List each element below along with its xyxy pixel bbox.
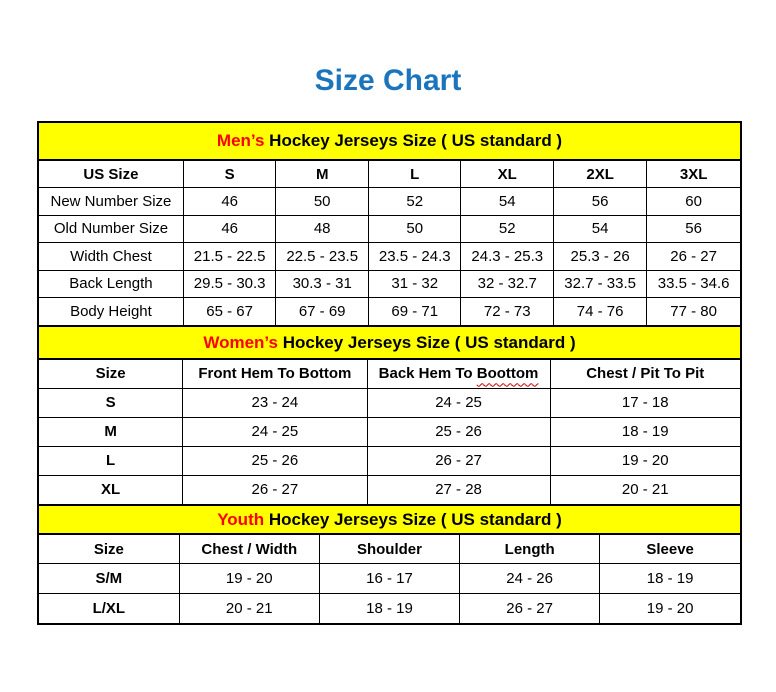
- row-label: S: [39, 388, 183, 417]
- row-label: L: [39, 446, 183, 475]
- womens-table-title: [39, 326, 740, 359]
- size-value-cell: 54: [554, 215, 647, 243]
- row-label: Body Height: [39, 298, 183, 326]
- size-value-cell: 65 - 67: [183, 298, 276, 326]
- column-header: Size: [39, 359, 183, 388]
- misspelled-word: Boottom: [476, 365, 539, 383]
- size-value-cell: 52: [461, 215, 554, 243]
- size-value-cell: 33.5 - 34.6: [647, 270, 740, 298]
- size-value-cell: 25 - 26: [183, 446, 367, 475]
- row-label: XL: [39, 475, 183, 504]
- column-header: 2XL: [554, 160, 647, 188]
- youth-table-body: [39, 564, 740, 623]
- size-value-cell: 46: [183, 215, 276, 243]
- youth-header-row: [39, 534, 740, 564]
- size-value-cell: 19 - 20: [550, 446, 740, 475]
- table-row: [39, 475, 740, 504]
- size-value-cell: 74 - 76: [554, 298, 647, 326]
- womens-table-body: [39, 388, 740, 504]
- table-row: [39, 298, 740, 326]
- size-value-cell: 67 - 69: [276, 298, 369, 326]
- size-value-cell: 16 - 17: [319, 564, 459, 594]
- size-value-cell: 24 - 25: [183, 417, 367, 446]
- size-value-cell: 27 - 28: [367, 475, 550, 504]
- size-value-cell: 50: [368, 215, 461, 243]
- size-value-cell: 19 - 20: [179, 564, 319, 594]
- size-value-cell: 20 - 21: [179, 593, 319, 623]
- table-row: [39, 270, 740, 298]
- table-row: [39, 564, 740, 594]
- size-value-cell: 26 - 27: [460, 593, 600, 623]
- youth-size-table: [39, 504, 740, 623]
- size-value-cell: 17 - 18: [550, 388, 740, 417]
- table-row: [39, 593, 740, 623]
- column-header: Chest / Pit To Pit: [550, 359, 740, 388]
- womens-size-table: [39, 325, 740, 504]
- row-label: New Number Size: [39, 188, 183, 216]
- table-row: [39, 388, 740, 417]
- size-value-cell: 60: [647, 188, 740, 216]
- size-value-cell: 25 - 26: [367, 417, 550, 446]
- mens-table-title: [39, 123, 740, 160]
- column-header: [367, 359, 550, 388]
- youth-title-rest: Hockey Jerseys Size ( US standard ): [264, 509, 562, 529]
- column-header: S: [183, 160, 276, 188]
- column-header: Shoulder: [319, 534, 459, 564]
- column-header: L: [368, 160, 461, 188]
- mens-table-body: [39, 188, 740, 326]
- size-value-cell: 30.3 - 31: [276, 270, 369, 298]
- size-value-cell: 54: [461, 188, 554, 216]
- womens-title-rest: Hockey Jerseys Size ( US standard ): [277, 332, 576, 352]
- size-value-cell: 24 - 25: [367, 388, 550, 417]
- size-value-cell: 56: [647, 215, 740, 243]
- size-value-cell: 52: [368, 188, 461, 216]
- row-label: S/M: [39, 564, 179, 594]
- size-value-cell: 48: [276, 215, 369, 243]
- size-value-cell: 18 - 19: [319, 593, 459, 623]
- size-value-cell: 21.5 - 22.5: [183, 243, 276, 271]
- size-value-cell: 32.7 - 33.5: [554, 270, 647, 298]
- size-value-cell: 24 - 26: [460, 564, 600, 594]
- size-value-cell: 69 - 71: [368, 298, 461, 326]
- column-header: Sleeve: [600, 534, 740, 564]
- row-label: Width Chest: [39, 243, 183, 271]
- table-row: [39, 417, 740, 446]
- size-chart-container: [37, 121, 742, 625]
- size-value-cell: 18 - 19: [600, 564, 740, 594]
- mens-size-table: [39, 123, 740, 325]
- column-header: Size: [39, 534, 179, 564]
- size-value-cell: 19 - 20: [600, 593, 740, 623]
- size-value-cell: 26 - 27: [647, 243, 740, 271]
- column-header: Front Hem To Bottom: [183, 359, 367, 388]
- youth-title-accent: Youth: [217, 509, 265, 529]
- size-value-cell: 46: [183, 188, 276, 216]
- column-header: Chest / Width: [179, 534, 319, 564]
- mens-title-rest: Hockey Jerseys Size ( US standard ): [264, 131, 563, 150]
- row-label: Old Number Size: [39, 215, 183, 243]
- womens-title-accent: Women’s: [203, 332, 278, 352]
- column-header: 3XL: [647, 160, 740, 188]
- table-row: [39, 446, 740, 475]
- size-value-cell: 50: [276, 188, 369, 216]
- size-value-cell: 23 - 24: [183, 388, 367, 417]
- size-value-cell: 77 - 80: [647, 298, 740, 326]
- size-value-cell: 20 - 21: [550, 475, 740, 504]
- column-header: US Size: [39, 160, 183, 188]
- column-header-text: Back Hem To: [378, 365, 477, 383]
- size-value-cell: 72 - 73: [461, 298, 554, 326]
- size-value-cell: 18 - 19: [550, 417, 740, 446]
- size-value-cell: 22.5 - 23.5: [276, 243, 369, 271]
- row-label: L/XL: [39, 593, 179, 623]
- page-title: Size Chart: [314, 64, 462, 97]
- womens-title-band: [39, 326, 740, 359]
- row-label: Back Length: [39, 270, 183, 298]
- size-value-cell: 25.3 - 26: [554, 243, 647, 271]
- table-row: [39, 188, 740, 216]
- column-header: Length: [460, 534, 600, 564]
- size-value-cell: 32 - 32.7: [461, 270, 554, 298]
- mens-header-row: [39, 160, 740, 188]
- mens-title-band: [39, 123, 740, 160]
- column-header: M: [276, 160, 369, 188]
- size-value-cell: 26 - 27: [367, 446, 550, 475]
- womens-header-row: [39, 359, 740, 388]
- column-header: XL: [461, 160, 554, 188]
- size-value-cell: 24.3 - 25.3: [461, 243, 554, 271]
- size-value-cell: 23.5 - 24.3: [368, 243, 461, 271]
- size-value-cell: 29.5 - 30.3: [183, 270, 276, 298]
- youth-title-band: [39, 505, 740, 534]
- size-value-cell: 26 - 27: [183, 475, 367, 504]
- mens-title-accent: Men’s: [216, 131, 265, 150]
- table-row: [39, 243, 740, 271]
- row-label: M: [39, 417, 183, 446]
- size-value-cell: 56: [554, 188, 647, 216]
- table-row: [39, 215, 740, 243]
- size-value-cell: 31 - 32: [368, 270, 461, 298]
- youth-table-title: [39, 505, 740, 534]
